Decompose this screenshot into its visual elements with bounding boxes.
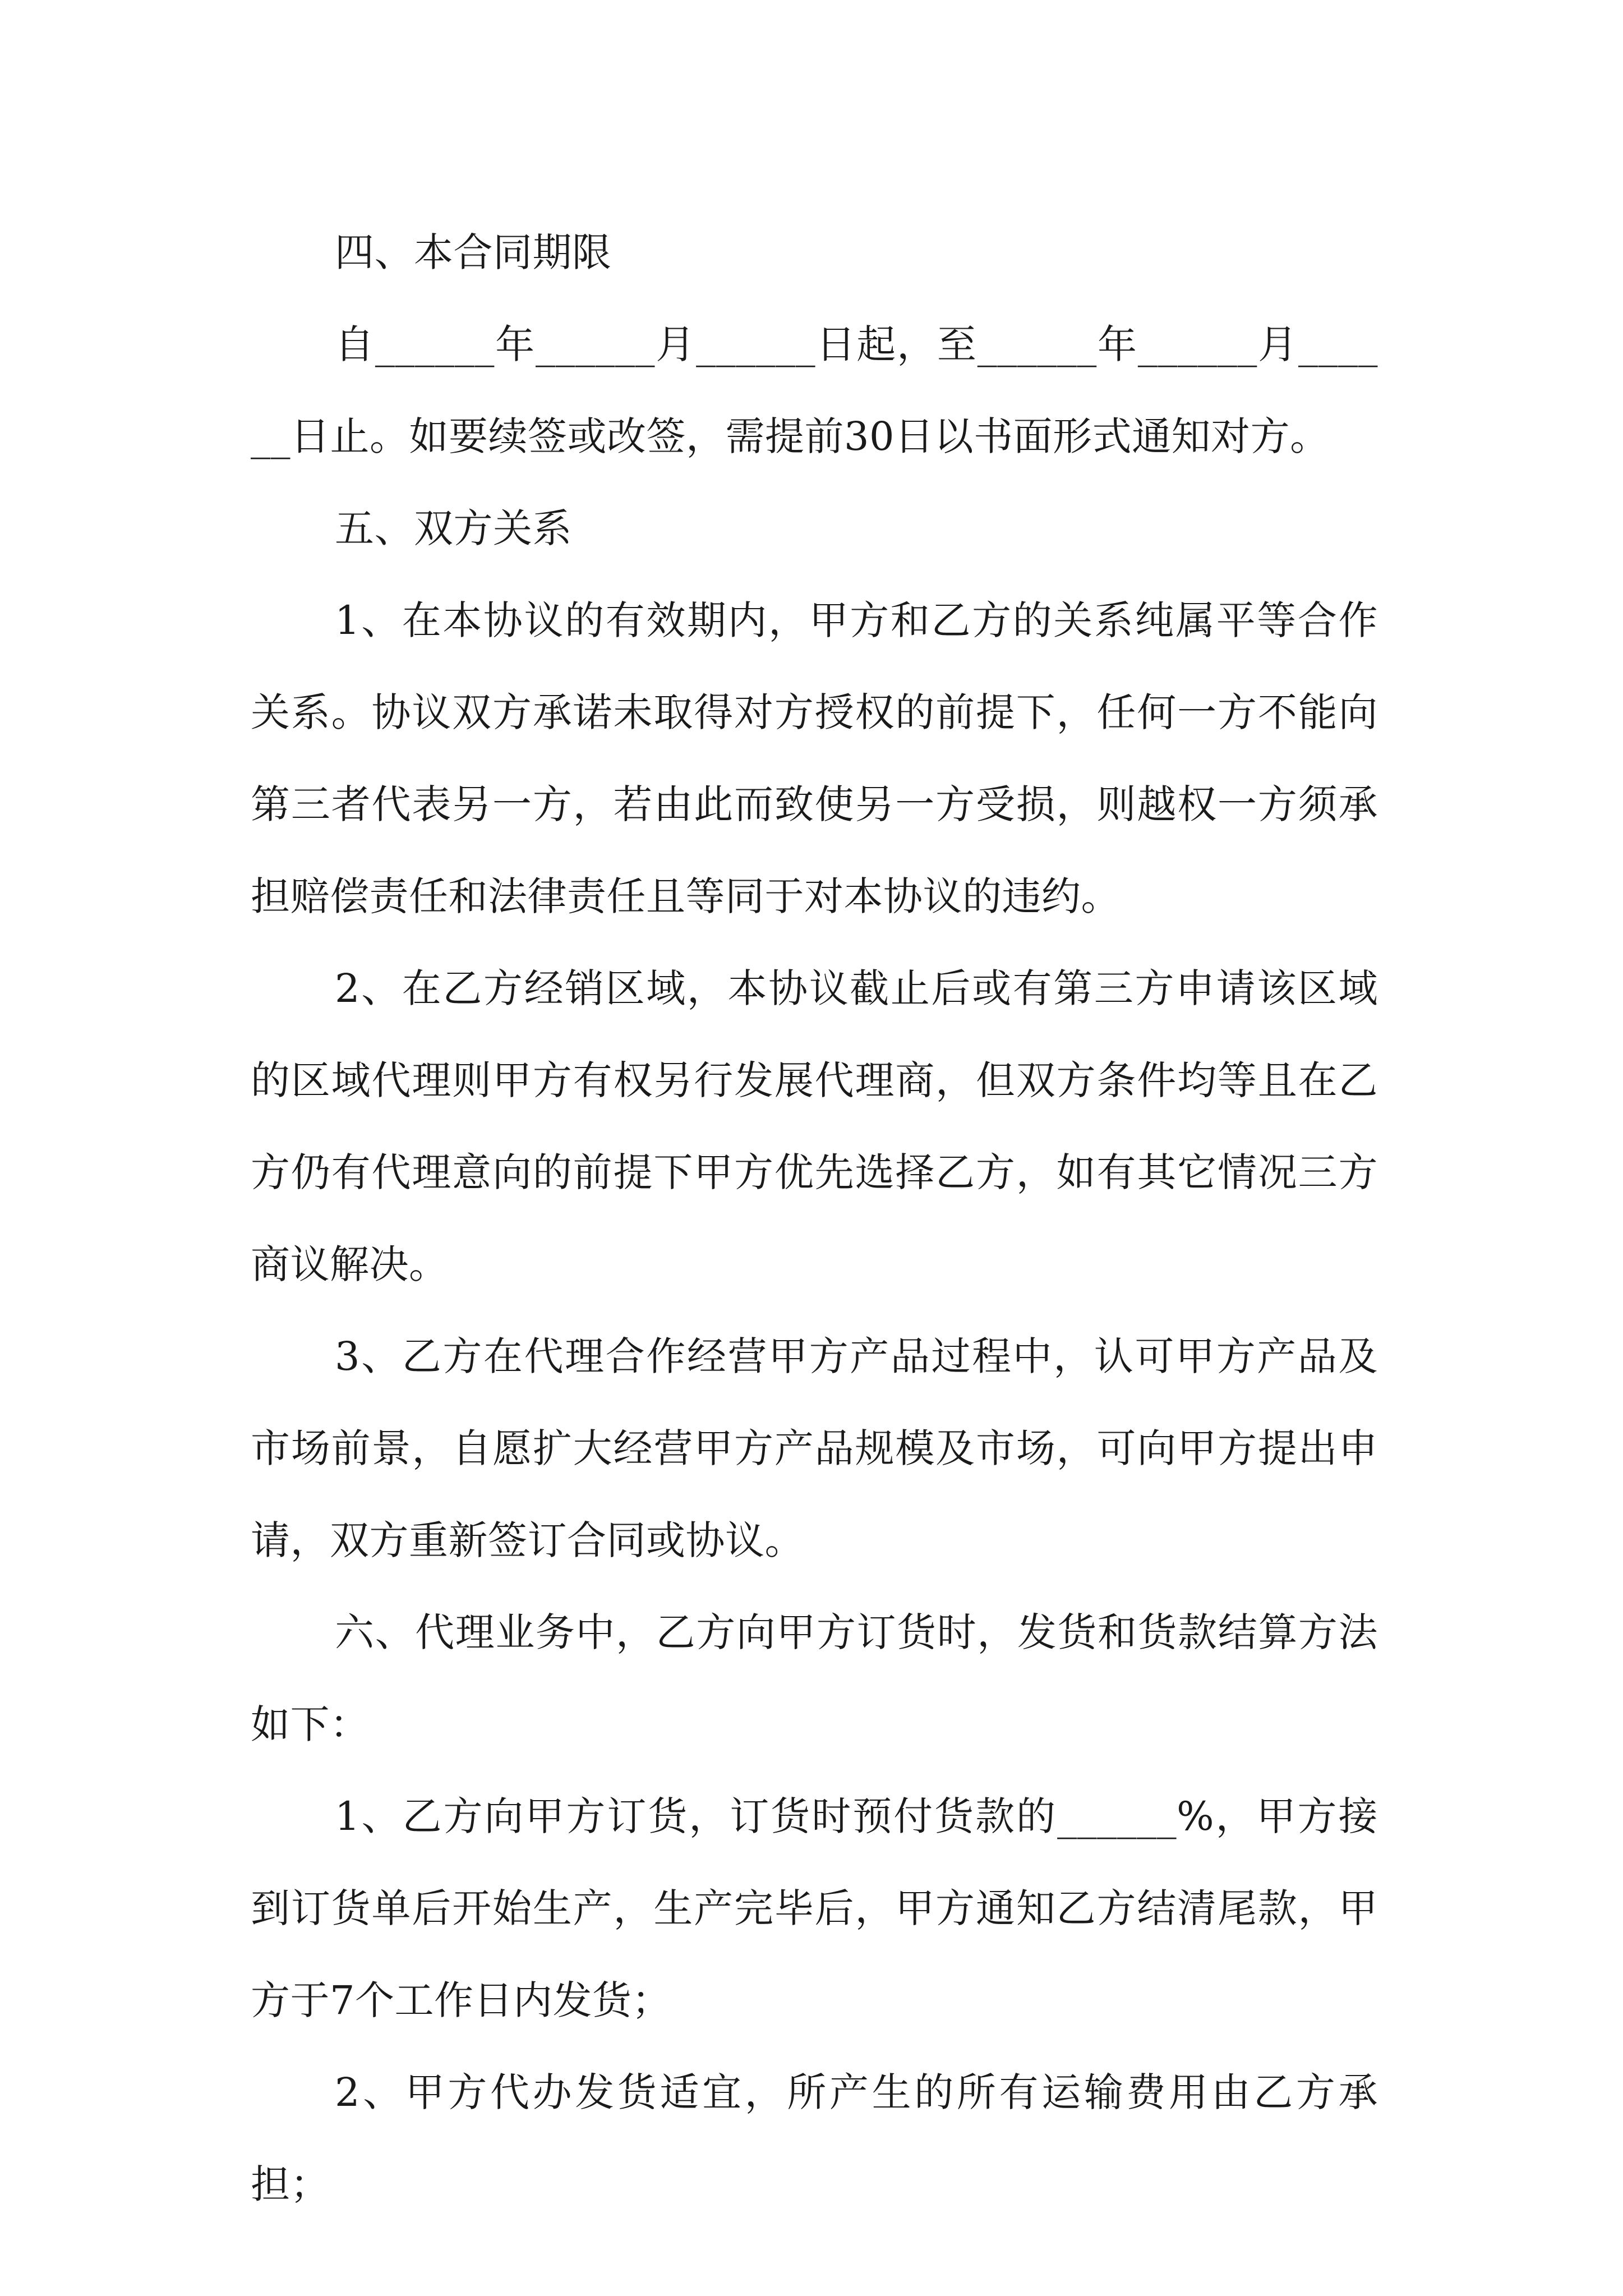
paragraph-relationship-1: 1、在本协议的有效期内，甲方和乙方的关系纯属平等合作关系。协议双方承诺未取得对方授权的前提下，任何一方不能向第三者代表另一方，若由此而致使另一方受损，则越权一方须承担赔偿责任和法律责任且等同于对本协议的违约。	[251, 597, 1378, 919]
document-body	[251, 206, 1378, 2230]
paragraph-relationship-3: 3、乙方在代理合作经营甲方产品过程中，认可甲方产品及市场前景，自愿扩大经营甲方产品规模及市场，可向甲方提出申请，双方重新签订合同或协议。	[251, 1333, 1378, 1563]
paragraph-ordering-1: 1、乙方向甲方订货，订货时预付货款的______%，甲方接到订货单后开始生产，生产完毕后，甲方通知乙方结清尾款，甲方于7个工作日内发货；	[251, 1793, 1378, 2023]
paragraph-ordering-2: 2、甲方代办发货适宜，所产生的所有运输费用由乙方承担；	[251, 2069, 1378, 2207]
section-heading-ordering: 六、代理业务中，乙方向甲方订货时，发货和货款结算方法如下：	[251, 1609, 1378, 1747]
section-heading-contract-term: 四、本合同期限	[335, 229, 612, 275]
paragraph-contract-period: 自______年______月______日起，至______年______月______日止。如要续签或改签，需提前30日以书面形式通知对方。	[251, 321, 1378, 459]
section-heading-relationship: 五、双方关系	[335, 505, 572, 551]
paragraph-relationship-2: 2、在乙方经销区域，本协议截止后或有第三方申请该区域的区域代理则甲方有权另行发展代理商，但双方条件均等且在乙方仍有代理意向的前提下甲方优先选择乙方，如有其它情况三方商议解决。	[251, 965, 1378, 1287]
